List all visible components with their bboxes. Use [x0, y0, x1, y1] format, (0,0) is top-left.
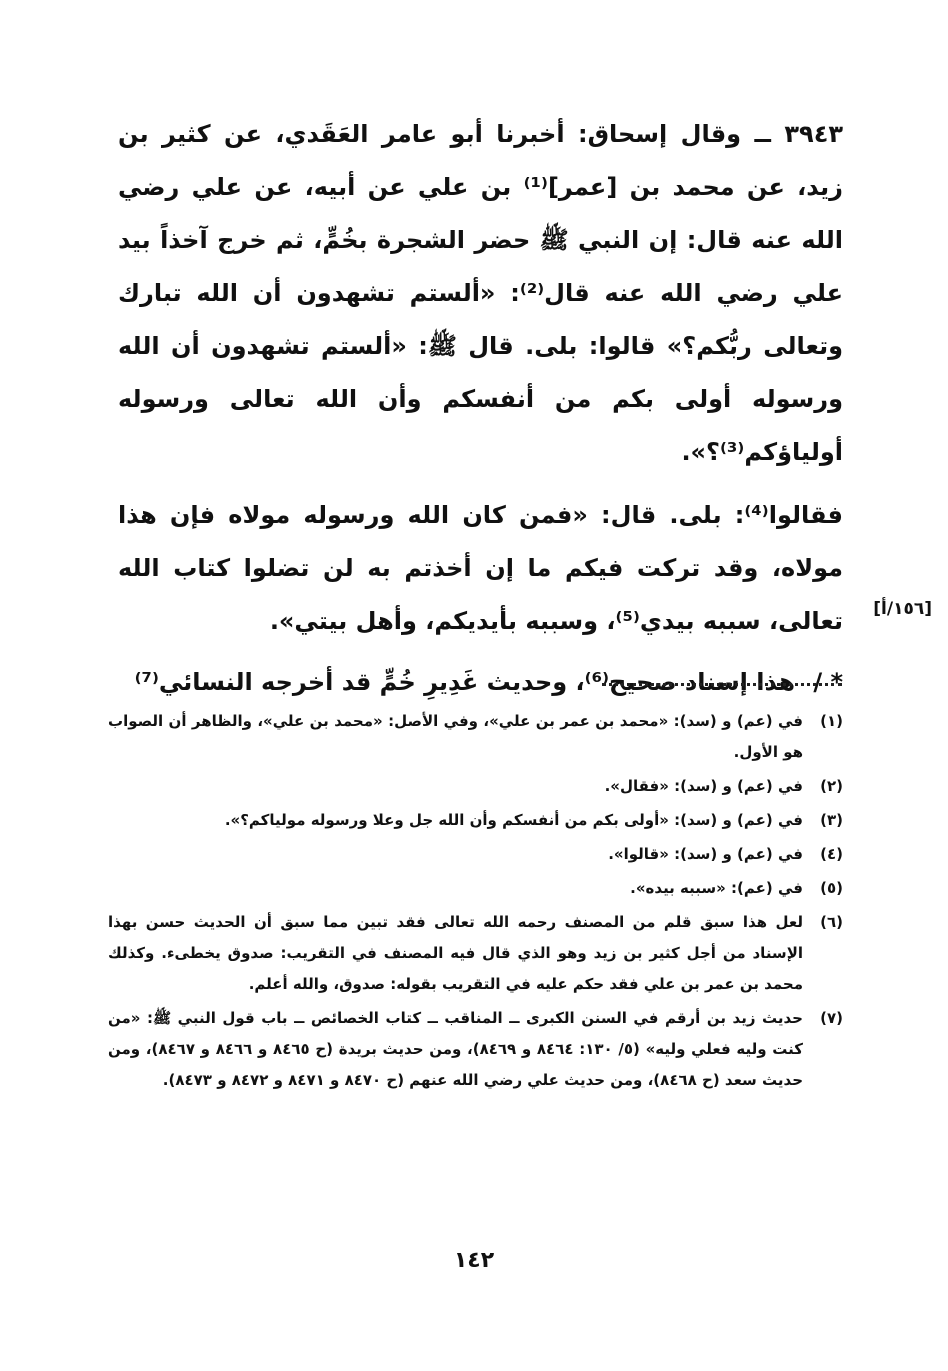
footnote-text: في (عم) و (سد): «قالوا».	[608, 845, 803, 863]
isnad-text: هذا إسناد صحيح⁽⁶⁾، وحديث غَدِيرِ خُمٍّ قد أخرجه النسائي⁽⁷⁾	[134, 668, 795, 696]
footnote-separator	[602, 683, 842, 686]
footnote-number: (٥)	[820, 879, 843, 897]
footnote-text: في (عم) و (سد): «أولى بكم من أنفسكم وأن الله جل وعلا ورسوله مولياكم؟».	[224, 811, 803, 829]
footnote-1	[108, 706, 843, 768]
star-marker: * /	[813, 668, 843, 696]
hadith-paragraph-1: ٣٩٤٣ ــ وقال إسحاق: أخبرنا أبو عامر العَقَدي، عن كثير بن زيد، عن محمد بن [عمر]⁽¹⁾ بن علي عن أبيه، عن علي رضي الله عنه قال: إن النبي ﷺ حضر الشجرة بخُمٍّ، ثم خرج آخذاً بيد علي رضي الله عنه قال⁽²⁾: «ألستم تشهدون أن الله تبارك وتعالى ربُّكم؟» قالوا: بلى. قال ﷺ: «ألستم تشهدون أن الله ورسوله أولى بكم من أنفسكم وأن الله تعالى ورسوله أولياؤكم⁽³⁾؟».	[118, 120, 844, 466]
footnote-text: لعل هذا سبق قلم من المصنف رحمه الله تعالى فقد تبين مما سبق أن الحديث حسن بهذا الإسناد من أجل كثير بن زيد وهو الذي قال فيه المصنف في التقريب: صدوق يخطىء. وكذلك محمد بن عمر بن علي فقد حكم عليه في التقريب بقوله: صدوق، والله أعلم.	[108, 913, 803, 993]
footnote-number: (٢)	[820, 777, 843, 795]
main-text	[118, 108, 843, 709]
footnote-5	[108, 873, 843, 904]
footnote-4	[108, 839, 843, 870]
footnote-7	[108, 1003, 843, 1096]
page-number: ١٤٢	[453, 1248, 495, 1273]
footnote-2	[108, 771, 843, 802]
footnote-text: حديث زيد بن أرقم في السنن الكبرى ــ المناقب ــ كتاب الخصائص ــ باب قول النبي ﷺ: «من كنت وليه فعلي وليه» (٥/ ١٣٠: ٨٤٦٤ و ٨٤٦٩)، ومن حديث بريدة (ح ٨٤٦٥ و ٨٤٦٦ و ٨٤٦٧)، ومن حديث سعد (ح ٨٤٦٨)، ومن حديث علي رضي الله عنهم (ح ٨٤٧٠ و ٨٤٧١ و ٨٤٧٢ و ٨٤٧٣).	[108, 1009, 804, 1089]
footnote-number: (٣)	[820, 811, 843, 829]
hadith-paragraph-2: فقالوا⁽⁴⁾: بلى. قال: «فمن كان الله ورسوله مولاه فإن هذا مولاه، وقد تركت فيكم ما إن أخذتم به لن تضلوا كتاب الله تعالى، سببه بيدي⁽⁵⁾، وسببه بأيديكم، وأهل بيتي».	[118, 501, 843, 635]
footnote-number: (٦)	[820, 913, 843, 931]
footnote-number: (١)	[820, 712, 843, 730]
footnote-text: في (عم): «سببه بيده».	[630, 879, 803, 897]
footnotes	[108, 706, 843, 1099]
footnote-number: (٧)	[820, 1009, 843, 1027]
footnote-number: (٤)	[820, 845, 843, 863]
footnote-text: في (عم) و (سد): «محمد بن عمر بن علي»، وفي الأصل: «محمد بن علي»، والظاهر أن الصواب هو الأول.	[108, 712, 803, 761]
footnote-6	[108, 907, 843, 1000]
footnote-3	[108, 805, 843, 836]
manuscript-folio-reference: [١٥٦/أ]	[873, 599, 932, 619]
footnote-text: في (عم) و (سد): «فقال».	[604, 777, 803, 795]
